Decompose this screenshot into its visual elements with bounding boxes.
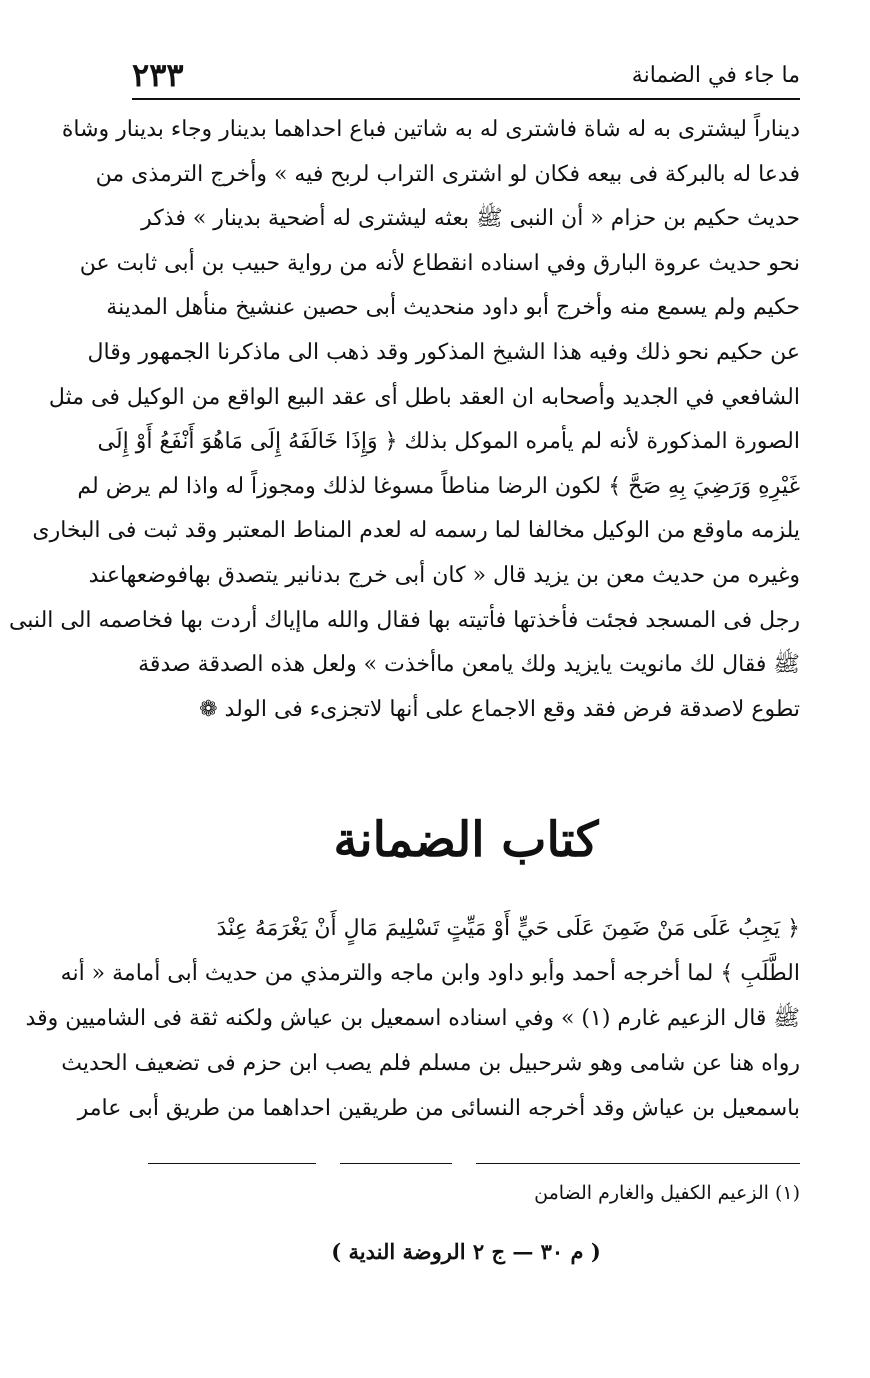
text-line: رواه هنا عن شامى وهو شرحبيل بن مسلم فلم يصب ابن حزم فى تضعيف الحديث — [61, 1051, 800, 1076]
main-text — [8, 108, 800, 732]
text-line: نحو حديث عروة البارق وفي اسناده انقطاع لأنه من رواية حبيب بن أبى ثابت عن — [79, 250, 800, 276]
text-line: ﷺ فقال لك مانويت يايزيد ولك يامعن ماأخذت » ولعل هذه الصدقة صدقة — [138, 652, 800, 678]
text-line: وغيره من حديث معن بن يزيد قال « كان أبى خرج بدنانير يتصدق بهافوضعهاعند — [88, 562, 800, 588]
text-line: تطوع لاصدقة فرض فقد وقع الاجماع على أنها لاتجزىء فى الولد ❁ — [199, 696, 800, 722]
text-line: الطَّلَبِ ﴾ لما أخرجه أحمد وأبو داود وابن ماجه والترمذي من حديث أبى أمامة « أنه — [60, 961, 800, 986]
running-title: ما جاء في الضمانة — [631, 62, 800, 88]
printer-signature: ( م ٣٠ — ج ٢ الروضة الندية ) — [331, 1239, 601, 1264]
text-line: الشافعي في الجديد وأصحابه ان العقد باطل أى عقد البيع الواقع من الوكيل فى مثل — [48, 384, 800, 410]
text-line: حديث حكيم بن حزام « أن النبى ﷺ بعثه ليشترى له أضحية بدينار » فذكر — [141, 206, 800, 232]
footnote-separator — [148, 1163, 800, 1165]
section-text — [25, 906, 800, 1131]
page-number: ٢٣٣ — [132, 56, 184, 94]
text-line: حكيم ولم يسمع منه وأخرج أبو داود منحديث أبى حصين عنشيخ منأهل المدينة — [106, 295, 800, 321]
text-line: فدعا له بالبركة فى بيعه فكان لو اشترى التراب لربح فيه » وأخرج الترمذى من — [95, 161, 800, 187]
text-line: ﴿ يَجِبُ عَلَى مَنْ ضَمِنَ عَلَى حَيٍّ أَوْ مَيِّتٍ تَسْلِيمَ مَالٍ أَنْ يَغْرَمَهُ عِنْدَ — [216, 916, 800, 941]
text-line: الصورة المذكورة لأنه لم يأمره الموكل بذلك ﴿ وَإِذَا خَالَفَهُ إِلَى مَاهُوَ أَنْفَعُ أَوْ إِلَى — [97, 429, 800, 455]
separator-rule — [476, 1163, 800, 1164]
text-line: يلزمه ماوقع من الوكيل مخالفا لما رسمه له لعدم المناط المعتبر وقد ثبت فى البخارى — [32, 518, 800, 544]
text-line: ﷺ قال الزعيم غارم (١) » وفي اسناده اسمعيل بن عياش ولكنه ثقة فى الشاميين وقد — [25, 1006, 800, 1031]
separator-rule — [148, 1163, 316, 1164]
header-rule — [132, 98, 800, 100]
text-line: ديناراً ليشترى به له شاة فاشترى له به شاتين فباع احداهما بدينار وجاء بدينار وشاة — [61, 117, 800, 142]
text-line: غَيْرِهِ وَرَضِيَ بِهِ صَحَّ ﴾ لكون الرضا مناطاً مسوغا لذلك ومجوزاً له واذا لم يرض لم — [77, 473, 800, 499]
text-line: رجل فى المسجد فجئت فأخذتها فأتيته بها فقال والله ماإياك أردت بها فخاصمه الى النبى — [8, 607, 800, 633]
text-line: باسمعيل بن عياش وقد أخرجه النسائى من طريقين احداهما من طريق أبى عامر — [77, 1096, 800, 1121]
text-line: عن حكيم نحو ذلك وفيه هذا الشيخ المذكور وقد ذهب الى ماذكرنا الجمهور وقال — [87, 339, 800, 365]
footnote: (١) الزعيم الكفيل والغارم الضامن — [534, 1182, 800, 1204]
separator-rule — [340, 1163, 452, 1164]
page-header — [132, 52, 800, 98]
book-title: كتاب الضمانة — [333, 812, 599, 868]
